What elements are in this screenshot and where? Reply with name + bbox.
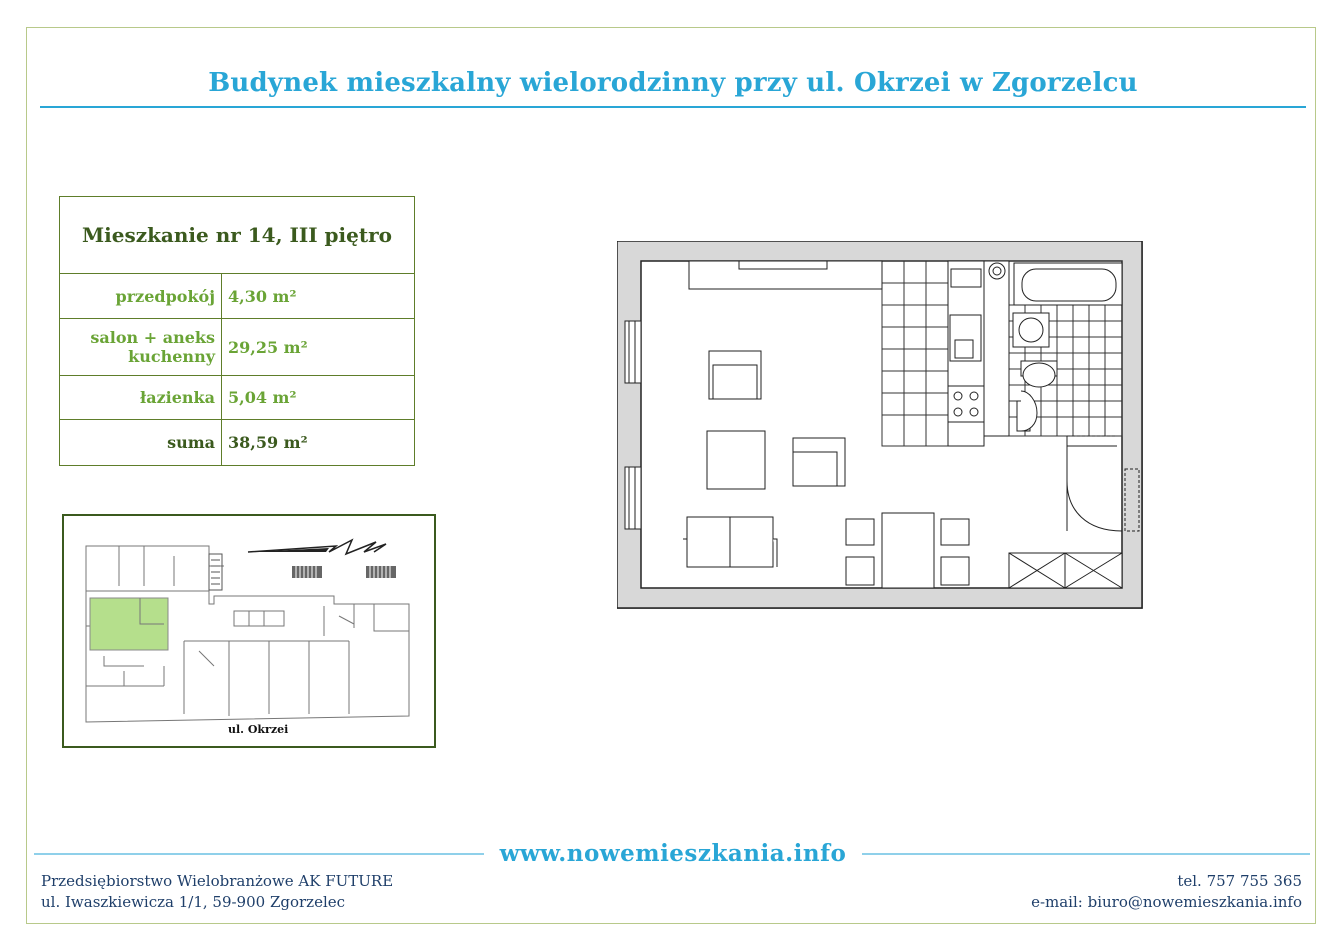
bathtub-icon (1014, 263, 1122, 305)
room-label: łazienka (60, 376, 222, 420)
total-area: 38,59 m² (222, 420, 415, 466)
footer-divider-left (34, 853, 484, 855)
company-name: Przedsiębiorstwo Wielobranżowe AK FUTURE (41, 872, 394, 890)
table-row (60, 376, 415, 420)
room-area: 29,25 m² (222, 319, 415, 376)
site-plan-map (62, 514, 436, 748)
apartment-heading: Mieszkanie nr 14, III piętro (60, 197, 415, 274)
title-divider (40, 106, 1306, 108)
website-link[interactable]: www.nowemieszkania.info (499, 840, 847, 867)
room-label: salon + aneks kuchenny (60, 319, 222, 376)
table-row (60, 319, 415, 376)
room-area: 5,04 m² (222, 376, 415, 420)
total-label: suma (60, 420, 222, 466)
company-address: ul. Iwaszkiewicza 1/1, 59-900 Zgorzelec (41, 893, 346, 911)
top-cabinets (689, 261, 882, 289)
footer-divider-right (862, 853, 1310, 855)
email-address[interactable]: e-mail: biuro@nowemieszkania.info (1031, 893, 1302, 911)
kitchen-counter (948, 261, 1009, 446)
table-row (60, 274, 415, 319)
table-row (60, 420, 415, 466)
street-label-bottom: ul. Okrzei (228, 723, 289, 736)
contact-info (1031, 871, 1302, 913)
site-plan-drawing (64, 516, 434, 746)
apartment-area-table (59, 196, 415, 466)
room-label: przedpokój (60, 274, 222, 319)
floor-plan-drawing (617, 241, 1147, 613)
room-area: 4,30 m² (222, 274, 415, 319)
wardrobe (1009, 553, 1122, 588)
phone-number: tel. 757 755 365 (1177, 872, 1302, 890)
company-info (41, 871, 393, 913)
page-title: Budynek mieszkalny wielorodzinny przy ul. Okrzei w Zgorzelcu (208, 68, 1138, 98)
